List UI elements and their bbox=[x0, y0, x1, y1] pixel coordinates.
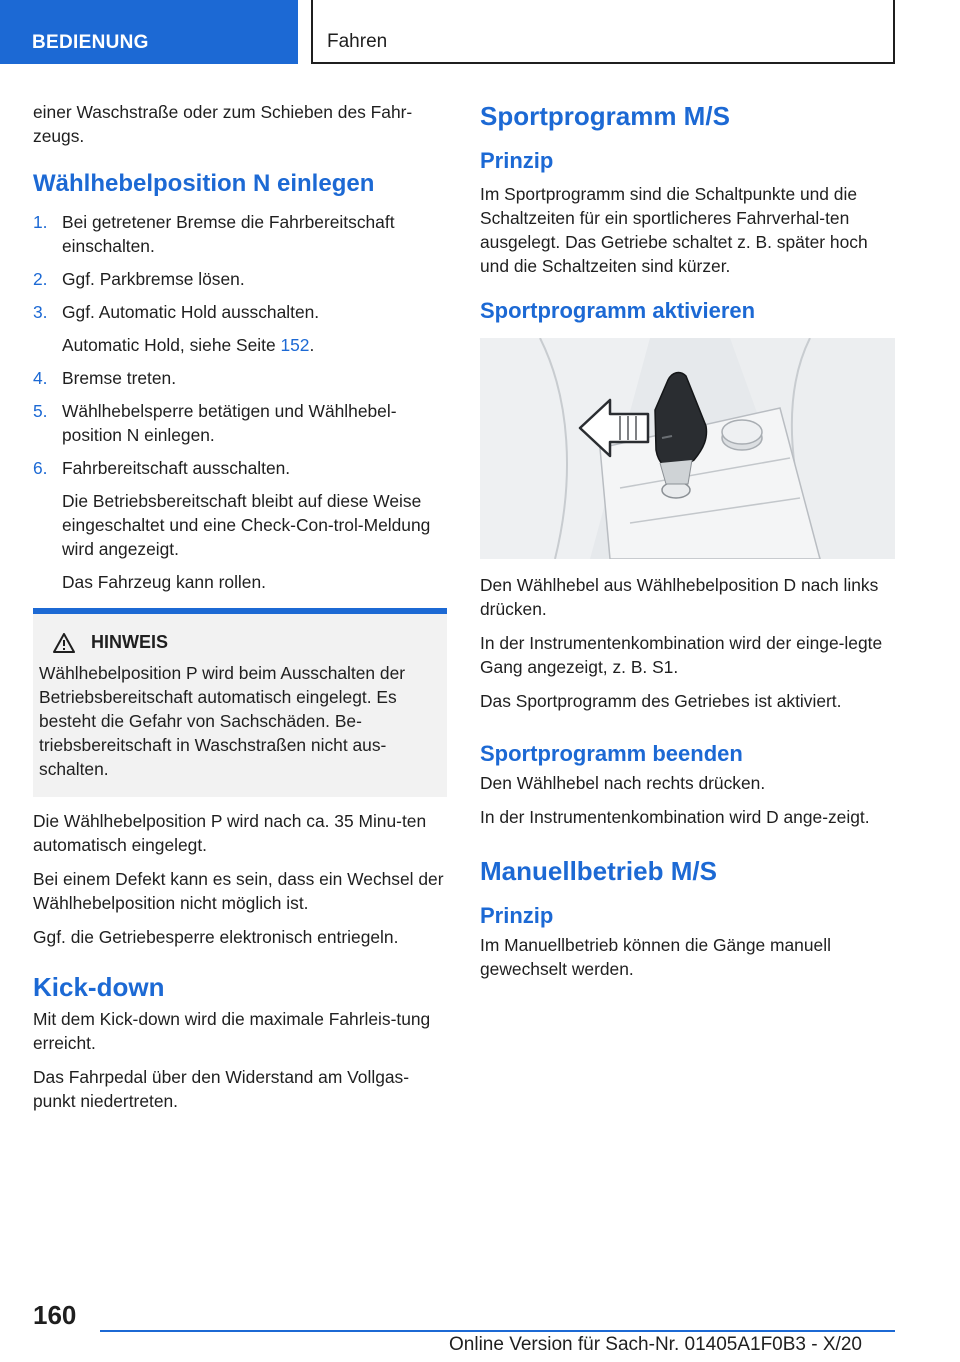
heading-sport-program: Sportprogramm M/S bbox=[480, 101, 730, 131]
paragraph: Den Wählhebel nach rechts drücken. bbox=[480, 773, 766, 793]
paragraph: Ggf. die Getriebesperre elektronisch entriegeln. bbox=[33, 927, 399, 947]
page-reference-link[interactable]: 152 bbox=[280, 335, 310, 355]
notice-box bbox=[33, 608, 447, 797]
heading-principle: Prinzip bbox=[480, 903, 554, 928]
list-item bbox=[33, 456, 447, 594]
list-item bbox=[33, 399, 447, 447]
notice-heading: HINWEIS bbox=[91, 632, 169, 652]
reference-prefix: Automatic Hold, siehe Seite bbox=[62, 335, 281, 355]
step-text: Fahrbereitschaft ausschalten. bbox=[62, 458, 291, 478]
chapter-title: Fahren bbox=[311, 0, 895, 64]
step-subtext: Das Fahrzeug kann rollen. bbox=[62, 572, 266, 592]
heading-kickdown: Kick-down bbox=[33, 972, 165, 1002]
heading-principle: Prinzip bbox=[480, 148, 554, 173]
left-column bbox=[33, 100, 447, 1123]
page-number: 160 bbox=[33, 1300, 77, 1330]
section-tab: BEDIENUNG bbox=[0, 0, 298, 64]
paragraph: Das Fahrpedal über den Widerstand am Vollgas-punkt niedertreten. bbox=[33, 1067, 410, 1111]
step-number: 6. bbox=[33, 458, 48, 478]
warning-icon bbox=[53, 633, 75, 653]
paragraph: Das Sportprogramm des Getriebes ist aktiviert. bbox=[480, 691, 842, 711]
heading-manual-mode: Manuellbetrieb M/S bbox=[480, 856, 717, 886]
step-text: Wählhebelsperre betätigen und Wählhebel-position N einlegen. bbox=[62, 401, 397, 445]
step-text: Ggf. Parkbremse lösen. bbox=[62, 269, 245, 289]
paragraph: Mit dem Kick-down wird die maximale Fahrleis-tung erreicht. bbox=[33, 1009, 431, 1053]
notice-text: Wählhebelposition P wird beim Ausschalten der Betriebsbereitschaft automatisch eingelegt. Es besteht die Gefahr von Sachschäden. Be-triebsbereitschaft in Waschstraßen nicht aus-schalten. bbox=[39, 663, 406, 779]
step-text: Bremse treten. bbox=[62, 368, 177, 388]
step-number: 2. bbox=[33, 269, 48, 289]
right-column bbox=[480, 100, 895, 991]
step-text: Bei getretener Bremse die Fahrbereitschaft einschalten. bbox=[62, 212, 395, 256]
heading-neutral: Wählhebelposition N einlegen bbox=[33, 170, 375, 197]
step-number: 1. bbox=[33, 212, 48, 232]
step-subtext: Die Betriebsbereitschaft bleibt auf diese Weise eingeschaltet und eine Check-Con-trol-Meldung wird angezeigt. bbox=[62, 491, 431, 559]
heading-deactivate: Sportprogramm beenden bbox=[480, 741, 743, 766]
paragraph: Die Wählhebelposition P wird nach ca. 35 Minu-ten automatisch eingelegt. bbox=[33, 811, 427, 855]
list-item bbox=[33, 267, 447, 291]
step-number: 4. bbox=[33, 368, 48, 388]
paragraph: Den Wählhebel aus Wählhebelposition D nach links drücken. bbox=[480, 575, 879, 619]
intro-text: einer Waschstraße oder zum Schieben des Fahr-zeugs. bbox=[33, 102, 413, 146]
heading-activate: Sportprogramm aktivieren bbox=[480, 298, 756, 323]
step-list bbox=[33, 210, 447, 594]
paragraph: Im Sportprogramm sind die Schaltpunkte und die Schaltzeiten für ein sportlicheres Fahrverhal-ten ausgelegt. Das Getriebe schaltet z. B. später hoch und die Schaltzeiten sind kürzer. bbox=[480, 184, 868, 276]
footer-version: Online Version für Sach-Nr. 01405A1F0B3 - X/20 bbox=[449, 1334, 862, 1355]
notice-title bbox=[39, 632, 441, 653]
list-item bbox=[33, 300, 447, 357]
step-number: 3. bbox=[33, 302, 48, 322]
list-item bbox=[33, 366, 447, 390]
step-number: 5. bbox=[33, 401, 48, 421]
reference-suffix: . bbox=[309, 335, 315, 355]
footer-divider bbox=[100, 1330, 895, 1332]
step-text: Ggf. Automatic Hold ausschalten. bbox=[62, 302, 320, 322]
paragraph: Bei einem Defekt kann es sein, dass ein Wechsel der Wählhebelposition nicht möglich ist. bbox=[33, 869, 444, 913]
list-item bbox=[33, 210, 447, 258]
step-subtext bbox=[62, 333, 447, 357]
paragraph: In der Instrumentenkombination wird D ange-zeigt. bbox=[480, 807, 870, 827]
paragraph: In der Instrumentenkombination wird der einge-legte Gang angezeigt, z. B. S1. bbox=[480, 633, 883, 677]
paragraph: Im Manuellbetrieb können die Gänge manuell gewechselt werden. bbox=[480, 935, 831, 979]
gear-selector-illustration bbox=[480, 338, 895, 559]
